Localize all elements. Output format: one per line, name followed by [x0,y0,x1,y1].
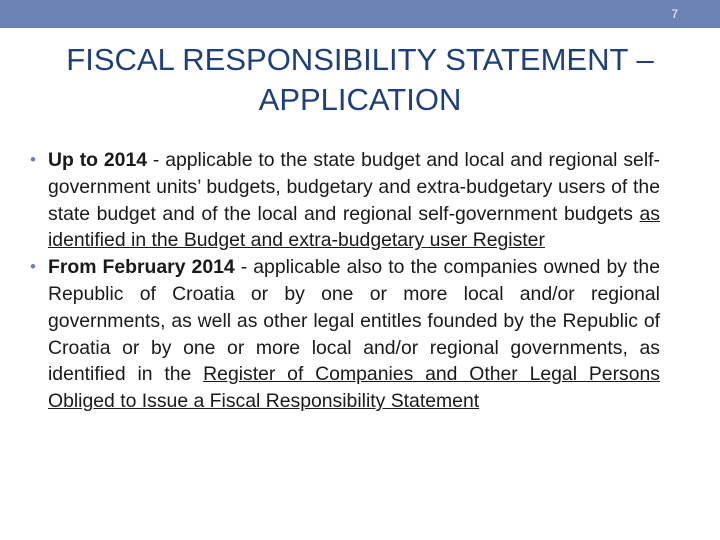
page-title [20,40,700,120]
content-body [8,147,660,415]
slide-number: 7 [671,7,678,21]
bullet-lead: From February 2014 [48,256,235,279]
bullet-text: - applicable to the state budget and local and regional self-government units’ budgets, budgetary and extra-budgetary users of the state budget and of the local and regional self-government budgets [48,149,660,225]
bullet-underlined-text: Register of Companies and Other Legal Persons Obliged to Issue a Fiscal Responsibility Statement [48,363,660,413]
bullet-item [8,147,660,254]
top-bar [0,0,720,28]
bullet-underlined-text: as identified in the Budget and extra-budgetary user Register [48,202,660,252]
title-line-1: FISCAL RESPONSIBILITY STATEMENT – [66,42,654,77]
bullet-lead: Up to 2014 [48,149,148,171]
bullet-icon: • [30,257,36,277]
title-line-2: APPLICATION [258,82,462,117]
bullet-item [8,254,660,415]
bullet-text: - applicable also to the companies owned by the Republic of Croatia or by one or more local and/or regional governments, as well as other legal entitles founded by the Republic of Croatia or by one or more local and/or regional governments, as identified in the [48,256,660,386]
bullet-icon: • [30,150,36,169]
